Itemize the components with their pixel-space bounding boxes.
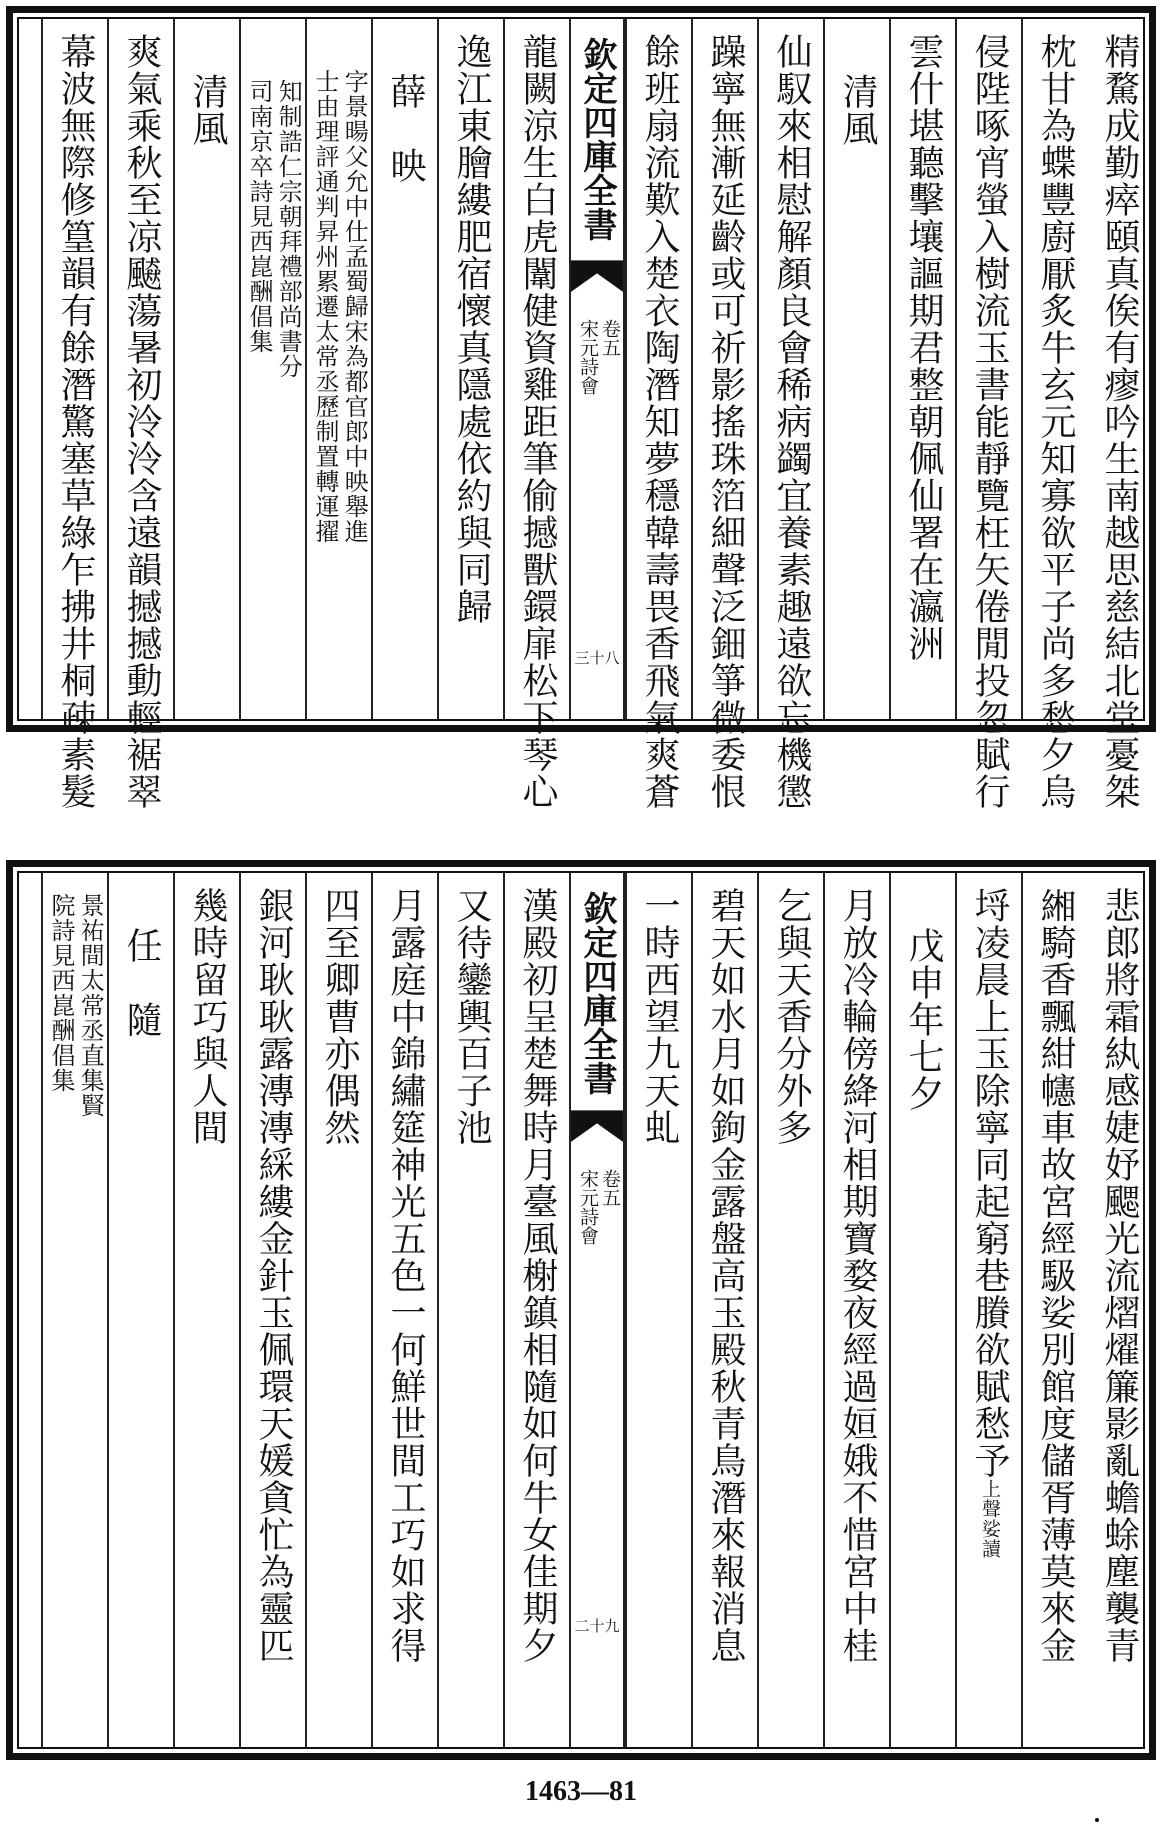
text-column	[503, 873, 569, 1747]
text-column	[1021, 873, 1087, 1747]
text-column	[41, 19, 107, 810]
library-title: 欽定四庫全書	[577, 37, 617, 241]
inline-note	[979, 1479, 999, 1559]
text-column	[1021, 19, 1087, 810]
text-column	[41, 873, 107, 1747]
column-text: 枕甘為蝶豐廚厭炙牛玄元知寡欲平子尚多愁夕烏	[1035, 33, 1076, 810]
book-title: 宋元詩會	[576, 319, 599, 395]
text-column	[173, 873, 239, 1747]
text-column	[955, 19, 1021, 810]
text-column	[371, 19, 437, 719]
column-text: 緗騎香飄紺幰車故宮經馺娑別館度儲胥薄莫來金	[1035, 887, 1076, 1664]
text-column	[437, 19, 503, 719]
top-page-frame	[6, 6, 1156, 810]
text-column	[625, 873, 691, 1747]
bottom-page-column-area	[17, 871, 1145, 1749]
text-column	[691, 19, 757, 810]
column-text: 龍闕涼生白虎闈健資雞距筆偷撼獸鐶扉松下琴心	[517, 33, 558, 810]
column-text: 侵陛啄宵螢入樹流玉書能靜覽枉矢倦閒投忽賦行	[969, 33, 1010, 810]
bottom-page	[0, 860, 1162, 1770]
column-text: 悲郎將霜紈感婕妤颸光流熠燿簾影亂蟾蜍塵襲青	[1099, 887, 1140, 1664]
column-text: 漢殿初呈楚舞時月臺風榭鎮相隨如何牛女佳期夕	[517, 887, 558, 1664]
page-reference: 1463—81	[525, 1776, 637, 1807]
volume-label: 卷五	[598, 1169, 621, 1207]
column-text: 碧天如水月如鉤金露盤高玉殿秋青鳥潛來報消息	[705, 887, 746, 1664]
bottom-page-frame	[6, 860, 1156, 1760]
note-left-line: 士由理評通判昇州累遷太常丞歷制置轉運擢	[311, 69, 339, 544]
text-column	[239, 19, 305, 719]
text-column	[1087, 873, 1151, 1747]
note-left-line: 上聲	[978, 1479, 1001, 1519]
text-column	[823, 19, 889, 719]
text-column	[239, 873, 305, 1747]
fish-tail-mark-icon	[571, 259, 623, 297]
fish-tail-mark-icon	[571, 1109, 623, 1147]
author-note	[43, 893, 107, 1707]
note-right-line: 字景暘父允中仕孟蜀歸宋為都官郎中映舉進	[340, 69, 369, 544]
note-left-line: 院詩見西崑酬倡集	[47, 893, 75, 1093]
top-page	[0, 0, 1162, 810]
text-column	[107, 873, 173, 1747]
text-column	[757, 873, 823, 1747]
column-text: 月放冷輪傍絳河相期寶婺夜經過姮娥不惜宮中桂	[837, 887, 878, 1664]
text-column	[173, 19, 239, 719]
text-column	[107, 19, 173, 810]
column-text-with-note	[957, 887, 1021, 1741]
center-fold-margin	[569, 19, 625, 719]
note-left-line: 司南京卒詩見西崑酬倡集	[245, 79, 273, 354]
text-column	[1087, 19, 1151, 810]
text-column	[503, 19, 569, 810]
library-title: 欽定四庫全書	[577, 891, 617, 1095]
column-text: 乞與天香分外多	[771, 887, 812, 1146]
poem-title: 戊申年七夕	[903, 927, 944, 1112]
text-column	[625, 19, 691, 810]
text-column	[691, 873, 757, 1747]
text-column	[371, 873, 437, 1747]
column-text: 爽氣乘秋至凉飇蕩暑初泠泠含遠韻撼撼動輕裾翠	[121, 33, 162, 810]
scan-speck	[1095, 1818, 1099, 1822]
center-fold-margin	[569, 873, 625, 1747]
author-note	[241, 79, 305, 719]
column-text: 雲什堪聽擊壤謳期君整朝佩仙署在瀛洲	[903, 33, 944, 662]
column-text: 精騖成勤瘁頤真俟有瘳吟生南越思慈結北堂憂桀	[1099, 33, 1140, 810]
text-column	[889, 873, 955, 1747]
text-column	[955, 873, 1021, 1747]
column-text: 四至卿曹亦偶然	[319, 887, 360, 1146]
note-right-line: 景祐間太常丞直集賢	[76, 893, 105, 1118]
text-column	[889, 19, 955, 719]
poem-title: 清風	[187, 73, 228, 147]
text-column	[305, 19, 371, 719]
page-number: 二十九	[574, 1617, 620, 1635]
column-text: 一時西望九天虬	[639, 887, 680, 1146]
book-title: 宋元詩會	[576, 1169, 599, 1245]
author-note	[307, 69, 371, 709]
author-name: 任 隨	[121, 927, 162, 1038]
column-text: 幕波無際修篁韻有餘潛驚塞草綠乍拂井桐疎素髮	[55, 33, 96, 810]
text-column	[823, 873, 889, 1747]
column-text: 月露庭中錦繡筵神光五色一何鮮世間工巧如求得	[385, 887, 426, 1664]
poem-title: 清風	[837, 73, 878, 147]
volume-label: 卷五	[598, 319, 621, 357]
column-text: 銀河耿耿露漙漙綵縷金針玉佩環天媛貪忙為靈匹	[253, 887, 294, 1664]
text-column	[305, 873, 371, 1747]
column-text: 仙馭來相慰解顏良會稀病蠲宜養素趣遠欲忘機懲	[771, 33, 812, 810]
note-right-line: 娑讀	[978, 1519, 1001, 1559]
column-text: 又待鑾輿百子池	[451, 887, 492, 1146]
note-right-line: 知制誥仁宗朝拜禮部尚書分	[274, 79, 303, 379]
text-column	[757, 19, 823, 810]
column-text: 餘班扇流歎入楚衣陶潛知夢穩韓壽畏香飛氣爽蒼	[639, 33, 680, 810]
page-number: 三十八	[574, 649, 620, 667]
text-column	[437, 873, 503, 1747]
top-page-column-area	[17, 17, 1145, 810]
column-text: 躁寧無漸延齡或可祈影搖珠箔細聲泛鈿箏微委恨	[705, 33, 746, 810]
author-name: 薛 映	[385, 73, 426, 184]
column-text: 幾時留巧與人間	[187, 887, 228, 1146]
column-text: 逸江東膾縷肥宿懷真隱處依約與同歸	[451, 33, 492, 625]
column-text: 埒凌晨上玉除寧同起窮巷賸欲賦愁予	[969, 887, 1010, 1479]
